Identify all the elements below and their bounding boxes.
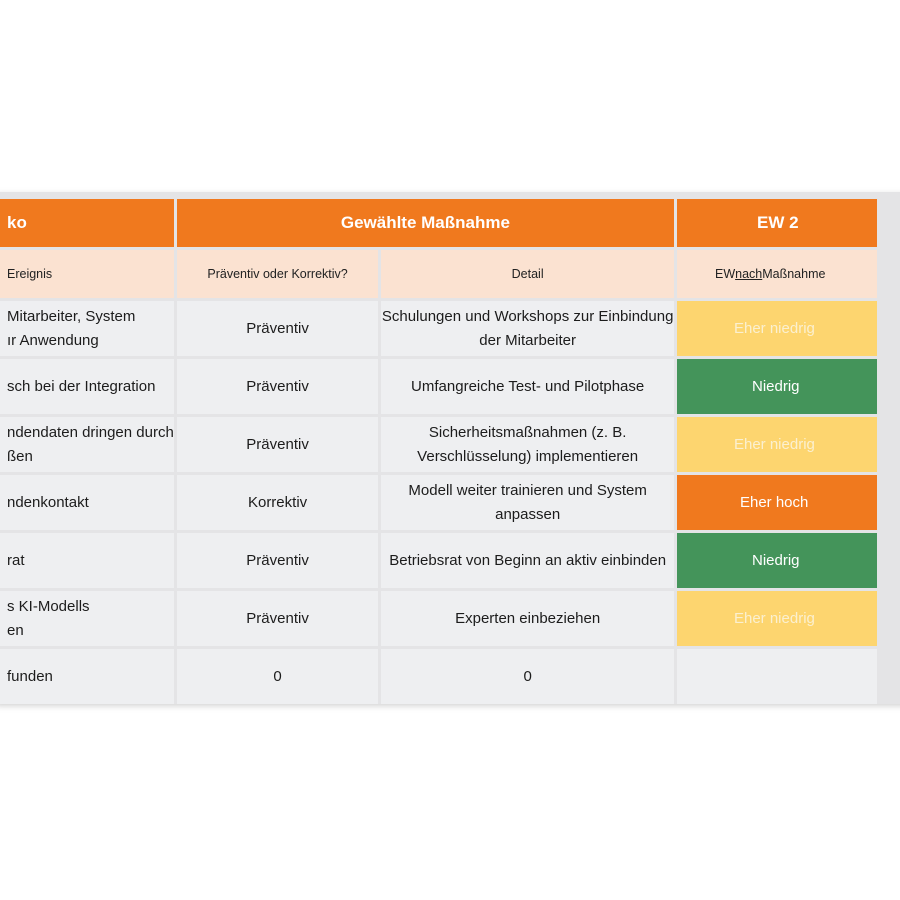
detail-text-line: Modell weiter trainieren und System <box>408 481 647 499</box>
risk-text-line: Mitarbeiter, System <box>7 307 136 325</box>
type-cell: Präventiv <box>177 301 379 356</box>
detail-cell <box>381 591 674 646</box>
ew-underlined-word: nach <box>735 267 763 281</box>
risk-cell <box>0 591 174 646</box>
detail-cell <box>381 475 674 530</box>
ew-cell <box>677 475 877 530</box>
event-subheader <box>0 250 174 298</box>
risk-text-line: s KI-Modells <box>7 597 90 615</box>
risk-cell <box>0 475 174 530</box>
detail-cell <box>381 649 674 704</box>
risk-text-line: rat <box>7 551 25 569</box>
subheader-row <box>0 250 877 298</box>
type-cell: Korrektiv <box>177 475 379 530</box>
table-row <box>0 533 877 588</box>
ew-value: Eher niedrig <box>733 435 815 453</box>
event-subheader-label: Ereignis <box>7 267 53 281</box>
detail-text-line: der Mitarbeiter <box>479 331 576 349</box>
detail-cell <box>381 359 674 414</box>
ew-after-measure-label <box>715 267 825 281</box>
detail-text-line: Umfangreiche Test- und Pilotphase <box>411 377 645 395</box>
type-cell: 0 <box>177 649 379 704</box>
detail-text-line: anpassen <box>495 505 561 523</box>
risk-cell <box>0 417 174 472</box>
detail-cell <box>381 533 674 588</box>
risk-cell <box>0 301 174 356</box>
detail-cell <box>381 301 674 356</box>
measure-column-header: Gewählte Maßnahme <box>177 199 674 247</box>
ew-cell <box>677 359 877 414</box>
risk-text-line: sch bei der Integration <box>7 377 156 395</box>
risk-text-line: ndendaten dringen durch <box>7 423 174 441</box>
risk-text-line: ndenkontakt <box>7 493 89 511</box>
type-cell: Präventiv <box>177 417 379 472</box>
ew-value: Eher niedrig <box>733 319 815 337</box>
risk-text-line: en <box>7 621 24 639</box>
type-cell: Präventiv <box>177 533 379 588</box>
table-row <box>0 417 877 472</box>
ew-cell <box>677 301 877 356</box>
risk-text-line: ßen <box>7 447 33 465</box>
ew-suffix: Maßnahme <box>762 267 826 281</box>
ew-value: Eher niedrig <box>733 609 815 627</box>
ew-cell <box>677 591 877 646</box>
risk-measures-table <box>0 196 880 707</box>
detail-text-line: Verschlüsselung) implementieren <box>417 447 639 465</box>
type-cell: Präventiv <box>177 591 379 646</box>
detail-text-line: Betriebsrat von Beginn an aktiv einbinden <box>389 551 667 569</box>
ew-value: Niedrig <box>751 377 800 395</box>
table-row <box>0 475 877 530</box>
header-row <box>0 199 877 247</box>
type-cell: Präventiv <box>177 359 379 414</box>
risk-cell <box>0 359 174 414</box>
detail-text-line: 0 <box>523 667 532 685</box>
detail-cell <box>381 417 674 472</box>
table-row <box>0 591 877 646</box>
risk-text-line: ır Anwendung <box>7 331 99 349</box>
risk-header-label: ko <box>7 213 27 232</box>
ew-value: Eher hoch <box>739 493 809 511</box>
ew-cell <box>677 649 877 704</box>
ew-cell <box>677 417 877 472</box>
risk-cell <box>0 649 174 704</box>
table-row <box>0 301 877 356</box>
ew-after-measure-subheader <box>677 250 877 298</box>
detail-text-line: Schulungen und Workshops zur Einbindung <box>381 307 674 325</box>
table-row <box>0 359 877 414</box>
risk-column-header <box>0 199 174 247</box>
risk-text-line: funden <box>7 667 53 685</box>
ew2-header-label: EW 2 <box>756 213 799 232</box>
ew-prefix: EW <box>714 267 736 281</box>
detail-text-line: Experten einbeziehen <box>455 609 601 627</box>
ew2-column-header <box>677 199 877 247</box>
type-subheader: Präventiv oder Korrektiv? <box>177 250 379 298</box>
ew-value: Niedrig <box>751 551 800 569</box>
detail-subheader: Detail <box>381 250 674 298</box>
ew-cell <box>677 533 877 588</box>
detail-text-line: Sicherheitsmaßnahmen (z. B. <box>428 423 627 441</box>
risk-cell <box>0 533 174 588</box>
table-row <box>0 649 877 704</box>
